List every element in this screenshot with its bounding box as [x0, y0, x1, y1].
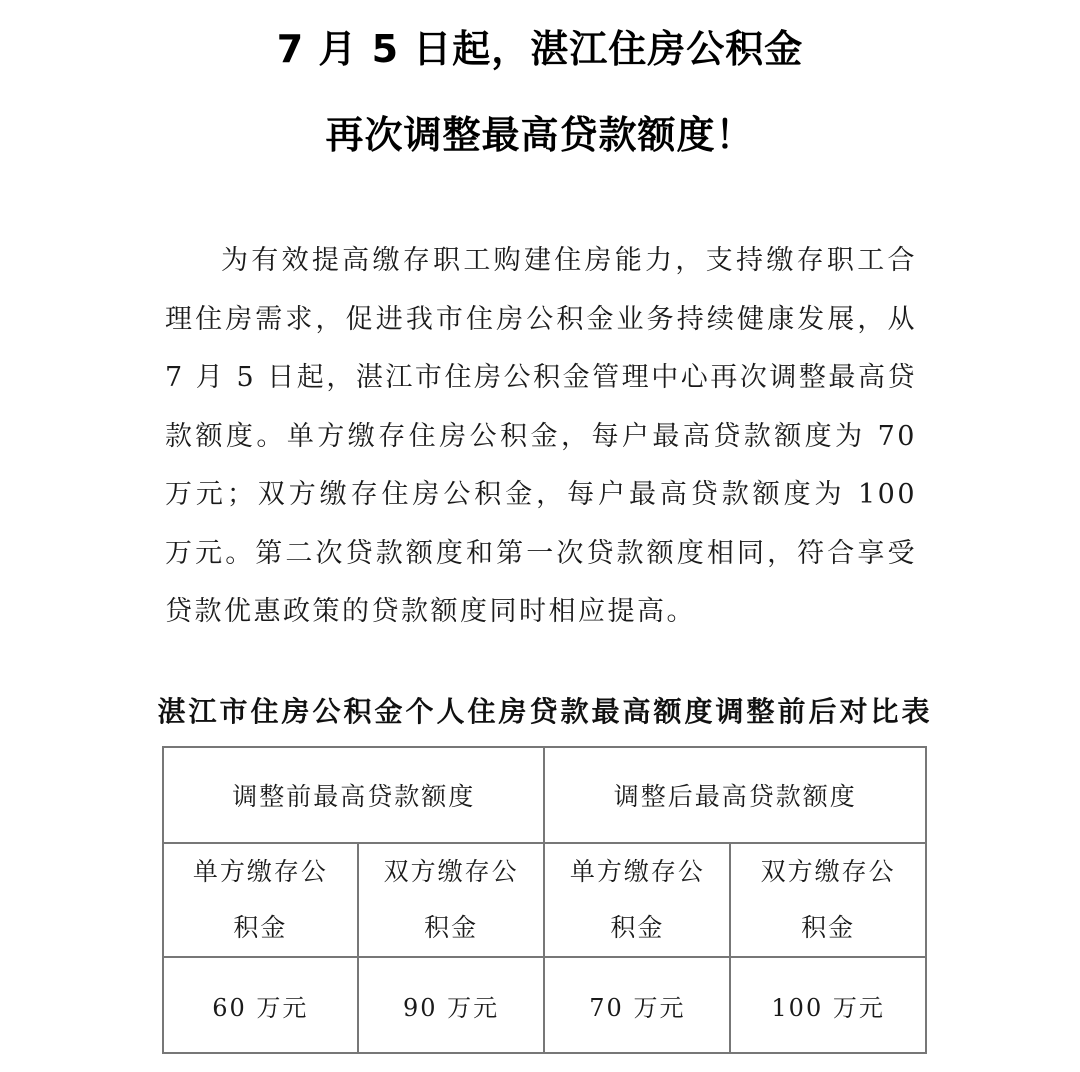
table-sub-header-row — [163, 843, 926, 957]
subheader-cell — [163, 843, 358, 957]
subheader-label: 单方缴存公积金 — [569, 857, 705, 942]
value-cell: 70 万元 — [544, 957, 730, 1053]
value-cell: 100 万元 — [730, 957, 926, 1053]
headline-line-2: 再次调整最高贷款额度！ — [325, 113, 755, 157]
value-cell: 60 万元 — [163, 957, 358, 1053]
subheader-label: 单方缴存公积金 — [192, 857, 328, 942]
value-cell: 90 万元 — [358, 957, 545, 1053]
comparison-table — [162, 746, 927, 1054]
table-caption: 湛江市住房公积金个人住房贷款最高额度调整前后对比表 — [157, 695, 933, 728]
header-before-adjustment: 调整前最高贷款额度 — [163, 747, 544, 843]
subheader-cell — [544, 843, 730, 957]
body-paragraph: 为有效提高缴存职工购建住房能力，支持缴存职工合理住房需求，促进我市住房公积金业务持续健康发展，从 7 月 5 日起，湛江市住房公积金管理中心再次调整最高贷款额度。单方缴存住房公积金，每户最高贷款额度为 70 万元；双方缴存住房公积金，每户最高贷款额度为 100 万元。第二次贷款额度和第一次贷款额度相同，符合享受贷款优惠政策的贷款额度同时相应提高。 — [165, 245, 917, 627]
subheader-cell — [730, 843, 926, 957]
subheader-label: 双方缴存公积金 — [760, 857, 896, 942]
header-after-adjustment: 调整后最高贷款额度 — [544, 747, 926, 843]
headline-line-1: 7 月 5 日起，湛江住房公积金 — [276, 27, 804, 71]
subheader-cell — [358, 843, 545, 957]
table-row — [163, 957, 926, 1053]
table-group-header-row — [163, 747, 926, 843]
subheader-label: 双方缴存公积金 — [383, 857, 519, 942]
